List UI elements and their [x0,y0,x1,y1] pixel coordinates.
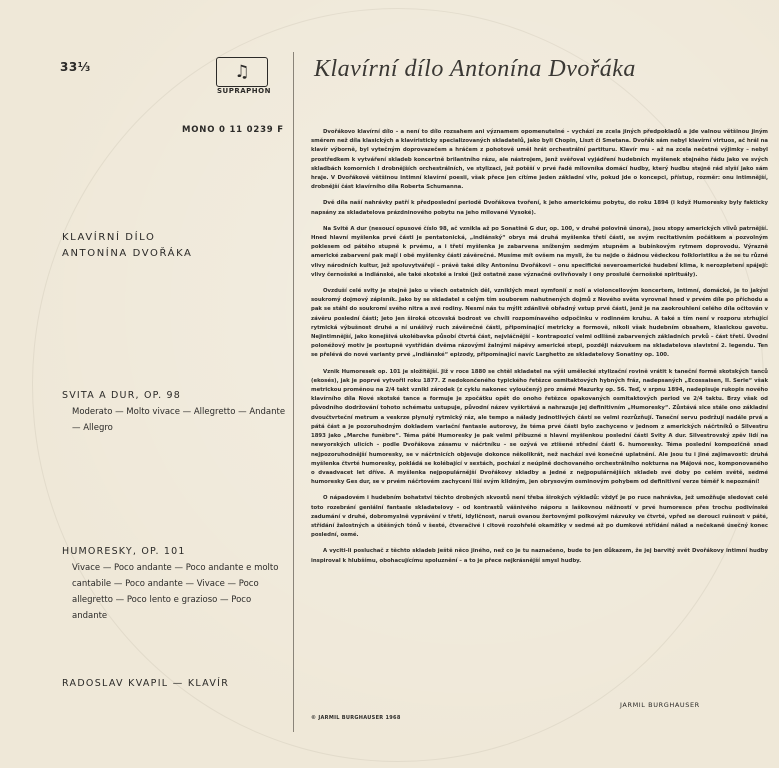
label-name: SUPRAPHON [217,87,271,95]
performer-credit: RADOSLAV KVAPIL — KLAVÍR [62,678,230,689]
paragraph: Dvořákovo klavírní dílo – a není to dílo rozsahem ani významem opomenutelné – vychází ze zcela jiných předpokladů a jde valnou většinou jiným směrem než díla klasických a klavíristicky specializovaných skladatelů, jako byli Chopin, Liszt či Smetana. Dvořák sám nebyl klavírní virtuos, ač hrál na klavír výborně, byl vytečným doprovazečem a hráčem z pohotově uměl hrát orchestrální partituru. Klavír mu – až na zcela nečetné výjimky – nebyl prostředkem k vytváření skladeb koncertně brilantního rázu, ale nástrojem, jenž svěřoval vyjádření hudebních myšlenek stejného řádu jako ve svých skladbách komorních i drobnějších orchestrálních, ve stylizaci, jež potěší v prvé řadě milovníka domácí hudby, který hudbu stejně rád slyší jako sám hraje. V Dvořákově většinou intimní klavírní poesii, však přece jen cítíme jeden základní vliv, pokud jde o koncepci, přístup, rozměr: onu intimnější, drobnější část klavírního díla Roberta Schumanna. [311,129,768,191]
column-divider [293,52,294,732]
supraphon-logo-icon [216,57,268,87]
album-title-line2: ANTONÍNA DVOŘÁKA [62,248,193,259]
paragraph: O nápadovém i hudebním bohatství těchto drobných skvostů není třeba širokých výkladů: vždyť je po ruce nahrávka, jež umožňuje sledovat celé toto rozebrání geniální fantasie skladatelovy – od kontrastů vášnivého náporu s laškovnou něžností v prvé humoresce přes trochu podivínské zadumání v druhé, dobromyslně vyprávění v třetí, idyličnost, naruš ovanou žertovnými polkovými názvuky ve čtvrté, vpřed se derouci rušnost v páté, střídání žalostných a útěšných tónů v šesté, čtveračivé i citově rozohřelé okamžiky v sedmé až po dumkové střídání nálad a nečekaně úsečný konec poslední, osmé. [311,495,768,539]
playback-speed: 33⅓ [60,60,91,74]
author-signature: JARMIL BURGHAUSER [620,701,700,709]
album-title-line1: KLAVÍRNÍ DÍLO [62,232,156,243]
humoresky-movements: Vivace — Poco andante — Poco andante e molto cantabile — Poco andante — Vivace — Poco allegretto — Poco lento e grazioso — Poco andante [72,563,279,621]
liner-notes-text [311,128,768,573]
liner-notes-title: Klavírní dílo Antonína Dvořáka [314,56,636,82]
paragraph: A vyciti-li posluchač z těchto skladeb ještě něco jiného, než co je tu naznačeno, bude to jen důkazem, že jej barvitý svět Dvořákovy intimní hudby inspiroval k hlubšímu, obohacujícímu spoluznění – a to je přece nejkrásnější smysl hudby. [311,548,768,564]
album-title-block [62,230,272,262]
logo-glyph: ♫ [234,62,250,82]
copyright-notice: © JARMIL BURGHAUSER 1968 [311,715,401,721]
suite-movements: Moderato — Molto vivace — Allegretto — Andante — Allegro [72,407,286,433]
catalog-number: MONO 0 11 0239 F [182,125,284,135]
paragraph: Dvě díla naší nahrávky patří k předposlední periodě Dvořákova tvoření, k jeho americkému pobytu, do roku 1894 (i když Humoresky byly fakticky napsány za skladatelova prázdninového pobytu na jeho milované Vysoké). [311,200,768,216]
paragraph: Vznik Humoresek op. 101 je složitější. Již v roce 1880 se chtěl skladatel na výši umělecké stylizační rovině vrátit k taneční formě skotských tanců (ekosés), jak je poprvé vytvořil roku 1877. Z nedokončeného typického řetězce osmitaktových hybných fráz, nadepsaných „Ecossaisen, II. Serie“ však metrickou proměnou na 2/4 takt vznikl zárodek (z cyklu nakonec vyloučený) pro známé Mazurky op. 56. Teď, v srpnu 1894, nadepisuje rukopis nového klavírního díla Nové skotské tance a formuje je zpočátku opět do onoho řetězce opakovaných osmitaktových period ve 2/4 taktu. Brzy však od původního dodržování tohoto schématu ustupuje, původní název vyškrtává a nahrazuje jej definitivním „Humoresky“. Zůstává sice stále ono základní dvoučtvrteční metrum a veskrze plynulý rytmický ráz, ale tempo a nálady jednotlivých částí se velmi rozrůzňují. Taneční servu podržují nadále prvá a pátá část a je pozoruhodným dokladem variační fantasie autorovy, že téma prvé části bylo zachyceno v jednom z amerických náčrtníků o Silvestru 1893 jako „Marche funèbre“. Téma páté Humoresky je pak velmi příbuzné s hlavní myšlenkou poslední části Svity A dur. Silvestrovský zpěv lidí na newyorských ulicích – podle Dvořákova zásamu v náčrtníku – se ozývá ve ztišené střední části 6. humoresky. Téma poslední kompozičně snad nejpozoruhodnější humoresky, se v náčrtnicích objevuje dokonce několikrát, než nachází své konečné uplatnění. Ale jsou tu i jiné zajímavosti: druhá myšlenka čtvrté humoresky, pokládá se kolébající v sextách, pochází z neúplně dochovaného orchestrálního nokturna na Májová noc, komponovaného o dvaadvacet let dříve. A myšlenka nejpopulárnější Dvořákovy skladby a jedné z nejpopulárnějších skladeb své doby po celém světě, sedmé humoresky Ges dur, se v prvém náčrtovém zachycení liší svým klidným, jen obrysovým osminovým pohybem od definitivní verze téměř k nepoznání! [311,368,768,486]
paragraph: Ovzduší celé svity je stejně jako u všech ostatních děl, vzniklých mezi symfonií z nolí a violoncellovým koncertem, intimní, domácké, je to jakýsi soukromý dojmový zápisník. Jako by se skladatel s celým tím souborem nahutnených dojmů z Nového světa vyrovnal hned v prvém díle po příchodu a pak se stáhl do soukromí svého nitra a své rodiny. Nesmí nás tu mýlit zdánlivě obřadný vstup prvé části, jenž je na zaokrouhlení celého díla očitován v závěru poslední části; jeto jen široká otcovská bodrost ve chvíli rozpomínavého odpočinku v rodinném kruhu. A také s tím není v rozporu strhující rytmická výbušnost druhé a ní unášivý ruch závěrečné části, připomínající metricky a formově, nikoli však hudebním obsahem, klasickou gavotu. Nejintimnější, jako konejšivá ukolébavka působí čtvrtá část, nejvláčnější – kontrapozicí velmi odlišně zabarvených základních prvků – část třetí. Úvodní polonéžový motiv je postupně vystřídán dvěma rázovými žalnými nápěvy americké stepi, později názvukem na skladatelova slavistní 2. legendu. Ten se přelévá do nové varianty prvé „indiánské“ epizody, připomínající navíc Larghetto ze skladatelovy Sonatiny op. 100. [311,288,768,359]
suite-heading: SVITA A DUR, OP. 98 [62,390,181,401]
paragraph: Na Svitě A dur (nesoucí opusové číslo 98, ač vznikla až po Sonatině G dur, op. 100, v druhé polovině února), jsou stopy amerických vlivů patrnější. Hned hlavní myšlenka prvé části je pentatonická, „indiánský“ obrys má druhá myšlenka třetí části, se svým recitativním počátkem a pozvolným poklesem od pátého stupně k prvému, a i třetí myšlenka je zabarvena sníženým sedmým stupněm a bubínkovým rytmem doprovodu. Výrazně americké zabarvení pak mají i obě myšlenky části závěrečné. Musíme mít ovšem na mysli, že tu nejde o žádnou vědeckou folkloristiku a že se tu různé vlivy národních kultur, jež spoluvytvářejí – právě také díky Antonínu Dvořákovi – onu specifické severoamerické hudební klima, k nerozpletení spájejí: vlivy černošské a indiánské, ale také skotské a irské (jež ostatně zase význačně ovlivňovaly i ony proslulé černošské spirituály). [311,225,768,278]
humoresky-heading: HUMORESKY, OP. 101 [62,546,186,557]
